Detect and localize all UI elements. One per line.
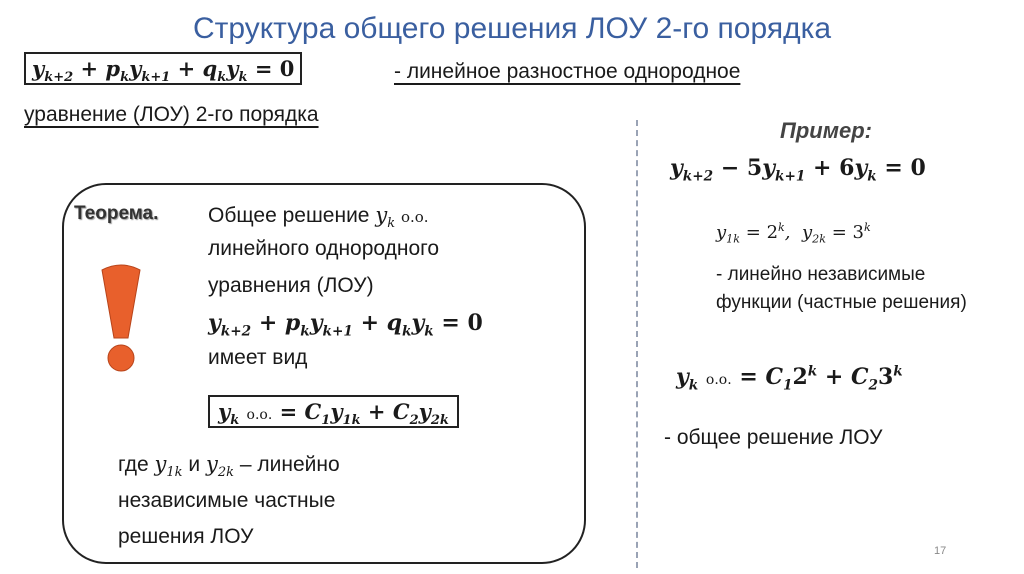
example-particular-solutions: $y_{1k} = 2^k$, $y_{2k} = 3^k$ [716, 221, 871, 246]
slide-title: Структура общего решения ЛОУ 2-го порядка [192, 12, 832, 45]
definition-text-line1: - линейное разностное однородное [394, 60, 741, 83]
theorem-equation: $y_{k+2} + p_ky_{k+1} + q_ky_k = 0$ [208, 310, 483, 340]
example-general-solution: $y_k$ о.о. = $C_12^k + C_23^k$ [676, 363, 903, 394]
exclamation-icon [98, 262, 144, 374]
example-equation: $y_{k+2} - 5y_{k+1} + 6y_k = 0$ [670, 155, 926, 185]
column-divider [636, 120, 638, 568]
theorem-line4: имеет вид [208, 346, 308, 369]
lou-equation-boxed: $y_{k+2} + p_ky_{k+1} + q_ky_k = 0$ [24, 52, 302, 85]
page-number: 17 [934, 545, 947, 557]
where-line3: решения ЛОУ [118, 525, 254, 548]
definition-text-line2: уравнение (ЛОУ) 2-го порядка [24, 103, 319, 126]
where-line1: где $y_{1k}$ и $y_{2k}$ – линейно [118, 452, 340, 481]
example-title: Пример: [780, 118, 872, 143]
example-independent-line1: - линейно независимые [716, 264, 926, 285]
theorem-line3: уравнения (ЛОУ) [208, 274, 374, 297]
example-general-label: - общее решение ЛОУ [664, 426, 883, 449]
general-solution-boxed: $y_k$ о.о. = $C_1y_{1k} + C_2y_{2k}$ [208, 395, 459, 428]
where-line2: независимые частные [118, 489, 336, 512]
theorem-line1: Общее решение $y_k$ о.о. [208, 203, 429, 232]
theorem-label: Теорема. [74, 203, 159, 224]
example-independent-line2: функции (частные решения) [716, 292, 967, 313]
theorem-line2: линейного однородного [208, 237, 440, 260]
